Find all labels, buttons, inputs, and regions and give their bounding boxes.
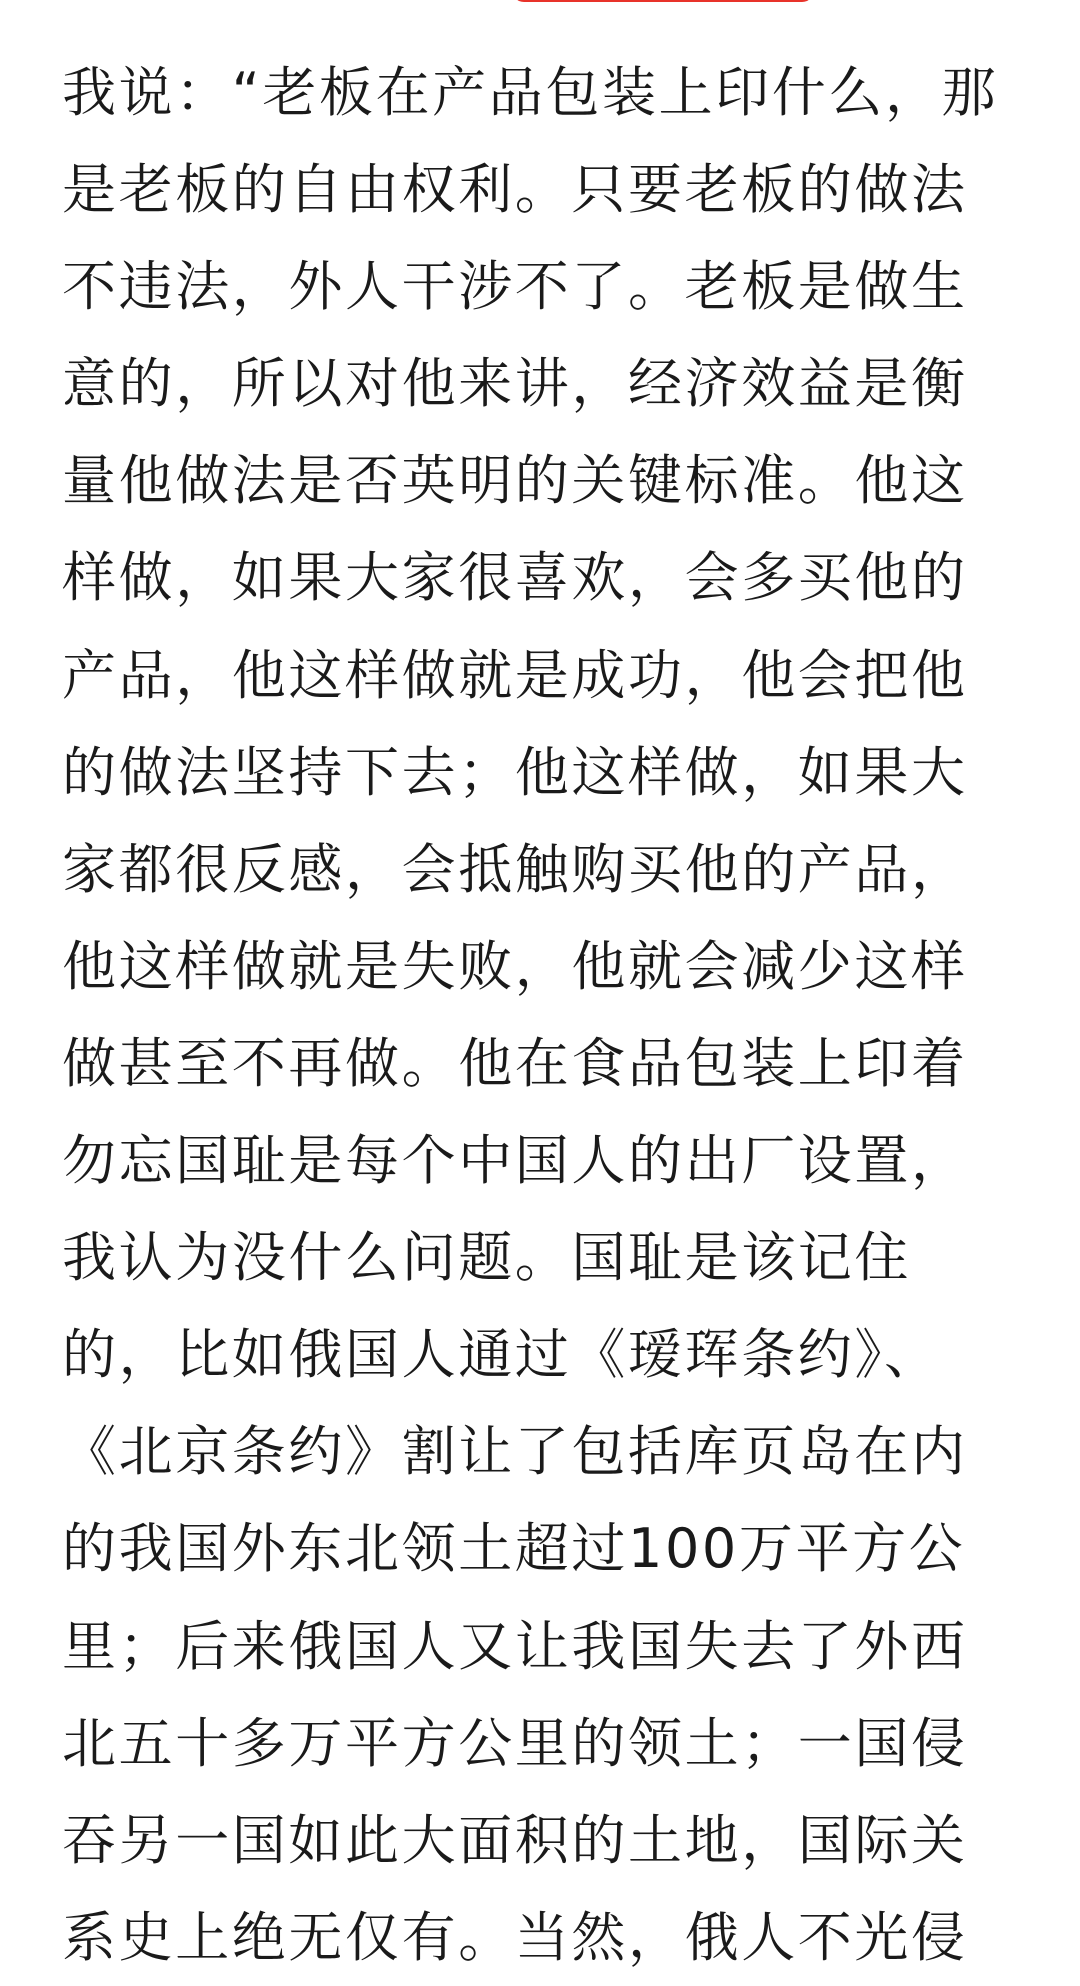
text-line: 不违法，外人干涉不了。老板是做生 [62, 255, 968, 319]
text-line: 勿忘国耻是每个中国人的出厂设置， [62, 1129, 968, 1193]
article-body [62, 44, 1032, 1986]
text-line: 量他做法是否英明的关键标准。他这 [62, 449, 968, 513]
text-line: 做甚至不再做。他在食品包装上印着 [62, 1031, 968, 1095]
text-line: 我说：“老板在产品包装上印什么，那 [62, 61, 999, 124]
text-line: 的，比如俄国人通过《瑷珲条约》、 [62, 1323, 941, 1387]
text-line: 系史上绝无仅有。当然，俄人不光侵 [62, 1905, 968, 1969]
top-red-bar [512, 0, 814, 2]
text-line: 里；后来俄国人又让我国失去了外西 [62, 1614, 968, 1678]
text-line: 《北京条约》割让了包括库页岛在内 [62, 1420, 968, 1484]
text-line: 意的，所以对他来讲，经济效益是衡 [62, 352, 968, 416]
text-line: 是老板的自由权利。只要老板的做法 [62, 158, 968, 222]
text-line: 家都很反感，会抵触购买他的产品， [62, 837, 968, 901]
text-line: 产品，他这样做就是成功，他会把他 [62, 643, 968, 707]
text-line: 样做，如果大家很喜欢，会多买他的 [62, 546, 968, 610]
text-line: 他这样做就是失败，他就会减少这样 [62, 934, 968, 998]
text-line: 北五十多万平方公里的领土；一国侵 [62, 1711, 968, 1775]
text-line: 的做法坚持下去；他这样做，如果大 [62, 740, 968, 804]
text-line: 的我国外东北领土超过100万平方公 [62, 1517, 966, 1581]
text-line: 我认为没什么问题。国耻是该记住 [62, 1226, 911, 1290]
text-line: 吞另一国如此大面积的土地，国际关 [62, 1808, 968, 1872]
